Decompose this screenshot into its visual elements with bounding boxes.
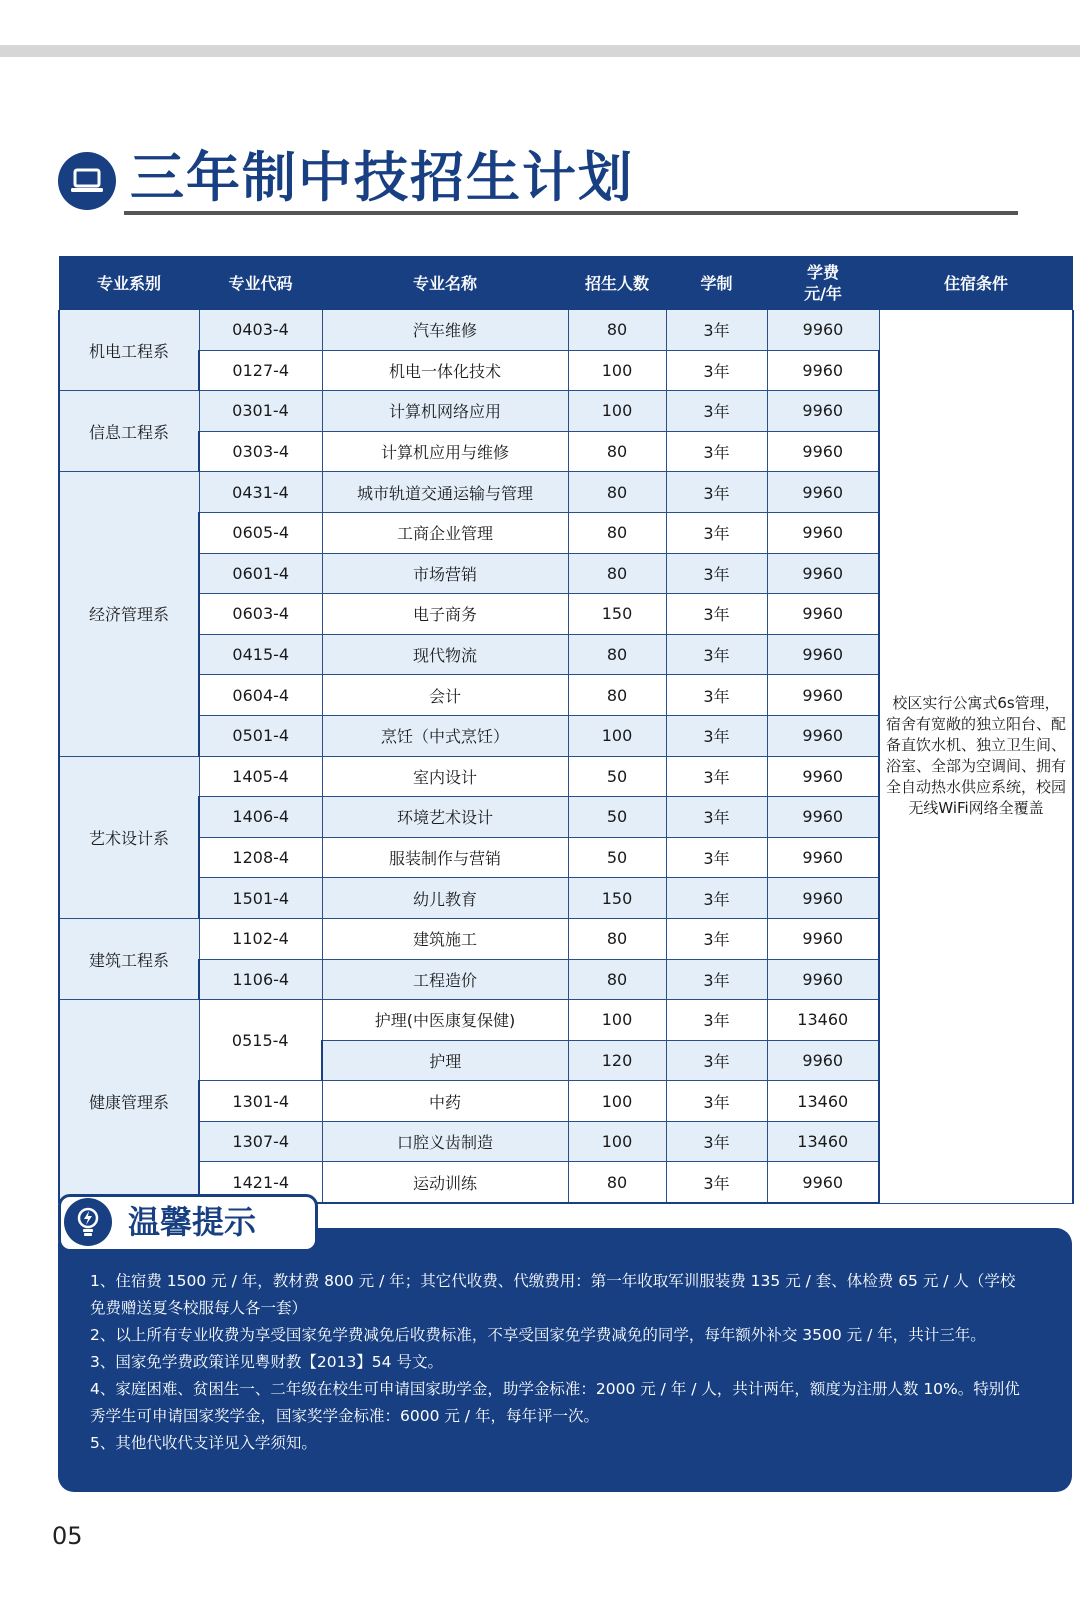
tips-title: 温馨提示 bbox=[128, 1203, 257, 1241]
count-cell: 50 bbox=[568, 756, 666, 797]
duration-cell: 3年 bbox=[666, 959, 767, 1000]
code-cell: 0601-4 bbox=[199, 553, 322, 594]
fee-cell: 9960 bbox=[767, 878, 879, 919]
fee-cell: 9960 bbox=[767, 797, 879, 838]
header-code: 专业代码 bbox=[199, 256, 322, 310]
fee-cell: 13460 bbox=[767, 1081, 879, 1122]
page-number: 05 bbox=[52, 1522, 83, 1550]
major-cell: 工商企业管理 bbox=[322, 512, 568, 553]
header-dorm: 住宿条件 bbox=[879, 256, 1073, 310]
major-cell: 环境艺术设计 bbox=[322, 797, 568, 838]
tips-body bbox=[90, 1268, 1030, 1457]
fee-cell: 9960 bbox=[767, 431, 879, 472]
tip-item: 4、家庭困难、贫困生一、二年级在校生可申请国家助学金，助学金标准：2000 元 / 年 / 人，共计两年，额度为注册人数 10%。特别优秀学生可申请国家奖学金，国家奖学金标准：6000 元 / 年，每年评一次。 bbox=[90, 1380, 1020, 1425]
fee-cell: 9960 bbox=[767, 512, 879, 553]
fee-cell: 9960 bbox=[767, 634, 879, 675]
code-cell: 1501-4 bbox=[199, 878, 322, 919]
code-cell: 0301-4 bbox=[199, 391, 322, 432]
duration-cell: 3年 bbox=[666, 1162, 767, 1203]
table-row bbox=[59, 310, 1073, 350]
count-cell: 80 bbox=[568, 431, 666, 472]
major-cell: 幼儿教育 bbox=[322, 878, 568, 919]
count-cell: 80 bbox=[568, 675, 666, 716]
count-cell: 80 bbox=[568, 553, 666, 594]
count-cell: 100 bbox=[568, 1121, 666, 1162]
major-cell: 城市轨道交通运输与管理 bbox=[322, 472, 568, 513]
major-cell: 市场营销 bbox=[322, 553, 568, 594]
fee-cell: 9960 bbox=[767, 553, 879, 594]
fee-cell: 9960 bbox=[767, 350, 879, 391]
count-cell: 100 bbox=[568, 391, 666, 432]
code-cell: 1208-4 bbox=[199, 837, 322, 878]
major-cell: 口腔义齿制造 bbox=[322, 1121, 568, 1162]
tip-item: 1、住宿费 1500 元 / 年，教材费 800 元 / 年；其它代收费、代缴费用：第一年收取军训服装费 135 元 / 套、体检费 65 元 / 人（学校免费赠送夏冬校服每人各一套） bbox=[90, 1272, 1016, 1317]
title-underline bbox=[124, 211, 1018, 215]
dept-cell: 信息工程系 bbox=[59, 391, 199, 472]
dept-cell: 经济管理系 bbox=[59, 472, 199, 756]
dept-cell: 机电工程系 bbox=[59, 310, 199, 391]
count-cell: 80 bbox=[568, 1162, 666, 1203]
major-cell: 室内设计 bbox=[322, 756, 568, 797]
tip-item: 5、其他代收代支详见入学须知。 bbox=[90, 1434, 317, 1452]
dept-cell: 建筑工程系 bbox=[59, 918, 199, 999]
code-cell: 0501-4 bbox=[199, 715, 322, 756]
major-cell: 计算机应用与维修 bbox=[322, 431, 568, 472]
duration-cell: 3年 bbox=[666, 472, 767, 513]
code-cell: 0605-4 bbox=[199, 512, 322, 553]
enrollment-table bbox=[58, 256, 1074, 1204]
count-cell: 80 bbox=[568, 310, 666, 350]
code-cell: 1307-4 bbox=[199, 1121, 322, 1162]
code-cell: 1405-4 bbox=[199, 756, 322, 797]
fee-cell: 9960 bbox=[767, 1162, 879, 1203]
code-cell: 0415-4 bbox=[199, 634, 322, 675]
count-cell: 80 bbox=[568, 918, 666, 959]
header-duration: 学制 bbox=[666, 256, 767, 310]
code-cell: 1301-4 bbox=[199, 1081, 322, 1122]
fee-cell: 9960 bbox=[767, 391, 879, 432]
duration-cell: 3年 bbox=[666, 634, 767, 675]
fee-cell: 9960 bbox=[767, 472, 879, 513]
duration-cell: 3年 bbox=[666, 1081, 767, 1122]
major-cell: 运动训练 bbox=[322, 1162, 568, 1203]
code-cell: 0403-4 bbox=[199, 310, 322, 350]
major-cell: 会计 bbox=[322, 675, 568, 716]
header-dept: 专业系别 bbox=[59, 256, 199, 310]
tip-item: 3、国家免学费政策详见粤财教【2013】54 号文。 bbox=[90, 1353, 443, 1371]
duration-cell: 3年 bbox=[666, 594, 767, 635]
code-cell: 0604-4 bbox=[199, 675, 322, 716]
duration-cell: 3年 bbox=[666, 675, 767, 716]
major-cell: 现代物流 bbox=[322, 634, 568, 675]
fee-cell: 13460 bbox=[767, 1000, 879, 1041]
dorm-conditions-cell: 校区实行公寓式6s管理，宿舍有宽敞的独立阳台、配备直饮水机、独立卫生间、浴室、全部为空调间、拥有全自动热水供应系统，校园无线WiFi网络全覆盖 bbox=[879, 310, 1073, 1203]
major-cell: 建筑施工 bbox=[322, 918, 568, 959]
dept-cell: 健康管理系 bbox=[59, 1000, 199, 1203]
code-cell: 0127-4 bbox=[199, 350, 322, 391]
duration-cell: 3年 bbox=[666, 553, 767, 594]
major-cell: 工程造价 bbox=[322, 959, 568, 1000]
duration-cell: 3年 bbox=[666, 918, 767, 959]
fee-cell: 9960 bbox=[767, 675, 879, 716]
enrollment-table-container bbox=[58, 256, 1072, 1204]
duration-cell: 3年 bbox=[666, 391, 767, 432]
code-cell: 1102-4 bbox=[199, 918, 322, 959]
fee-cell: 9960 bbox=[767, 715, 879, 756]
duration-cell: 3年 bbox=[666, 310, 767, 350]
duration-cell: 3年 bbox=[666, 1121, 767, 1162]
code-cell: 1106-4 bbox=[199, 959, 322, 1000]
header-fee-line1: 学费 bbox=[806, 263, 839, 282]
count-cell: 100 bbox=[568, 715, 666, 756]
duration-cell: 3年 bbox=[666, 1000, 767, 1041]
major-cell: 护理(中医康复保健) bbox=[322, 1000, 568, 1041]
major-cell: 机电一体化技术 bbox=[322, 350, 568, 391]
dept-cell: 艺术设计系 bbox=[59, 756, 199, 918]
major-cell: 中药 bbox=[322, 1081, 568, 1122]
count-cell: 120 bbox=[568, 1040, 666, 1081]
duration-cell: 3年 bbox=[666, 512, 767, 553]
duration-cell: 3年 bbox=[666, 1040, 767, 1081]
code-cell: 1421-4 bbox=[199, 1162, 322, 1203]
major-cell: 烹饪（中式烹饪） bbox=[322, 715, 568, 756]
count-cell: 100 bbox=[568, 1000, 666, 1041]
count-cell: 50 bbox=[568, 797, 666, 838]
header-fee-line2: 元/年 bbox=[804, 284, 842, 303]
code-cell: 0303-4 bbox=[199, 431, 322, 472]
code-cell: 0431-4 bbox=[199, 472, 322, 513]
major-cell: 汽车维修 bbox=[322, 310, 568, 350]
major-cell: 计算机网络应用 bbox=[322, 391, 568, 432]
count-cell: 100 bbox=[568, 1081, 666, 1122]
code-cell: 1406-4 bbox=[199, 797, 322, 838]
table-body bbox=[59, 310, 1073, 1203]
duration-cell: 3年 bbox=[666, 715, 767, 756]
fee-cell: 9960 bbox=[767, 959, 879, 1000]
count-cell: 80 bbox=[568, 634, 666, 675]
major-cell: 电子商务 bbox=[322, 594, 568, 635]
code-cell: 0515-4 bbox=[199, 1000, 322, 1081]
major-cell: 护理 bbox=[322, 1040, 568, 1081]
major-cell: 服装制作与营销 bbox=[322, 837, 568, 878]
count-cell: 100 bbox=[568, 350, 666, 391]
fee-cell: 9960 bbox=[767, 310, 879, 350]
fee-cell: 9960 bbox=[767, 918, 879, 959]
fee-cell: 13460 bbox=[767, 1121, 879, 1162]
duration-cell: 3年 bbox=[666, 797, 767, 838]
fee-cell: 9960 bbox=[767, 756, 879, 797]
lightbulb-icon bbox=[64, 1198, 112, 1246]
count-cell: 150 bbox=[568, 878, 666, 919]
count-cell: 150 bbox=[568, 594, 666, 635]
tip-item: 2、以上所有专业收费为享受国家免学费减免后收费标准，不享受国家免学费减免的同学，每年额外补交 3500 元 / 年，共计三年。 bbox=[90, 1326, 986, 1344]
duration-cell: 3年 bbox=[666, 878, 767, 919]
duration-cell: 3年 bbox=[666, 350, 767, 391]
duration-cell: 3年 bbox=[666, 756, 767, 797]
count-cell: 50 bbox=[568, 837, 666, 878]
duration-cell: 3年 bbox=[666, 431, 767, 472]
header-major: 专业名称 bbox=[322, 256, 568, 310]
code-cell: 0603-4 bbox=[199, 594, 322, 635]
fee-cell: 9960 bbox=[767, 594, 879, 635]
top-divider-bar bbox=[0, 45, 1080, 57]
page-title: 三年制中技招生计划 bbox=[130, 145, 634, 209]
fee-cell: 9960 bbox=[767, 837, 879, 878]
duration-cell: 3年 bbox=[666, 837, 767, 878]
header-count: 招生人数 bbox=[568, 256, 666, 310]
header-fee bbox=[767, 256, 879, 310]
count-cell: 80 bbox=[568, 959, 666, 1000]
fee-cell: 9960 bbox=[767, 1040, 879, 1081]
count-cell: 80 bbox=[568, 512, 666, 553]
count-cell: 80 bbox=[568, 472, 666, 513]
laptop-icon bbox=[58, 152, 116, 210]
